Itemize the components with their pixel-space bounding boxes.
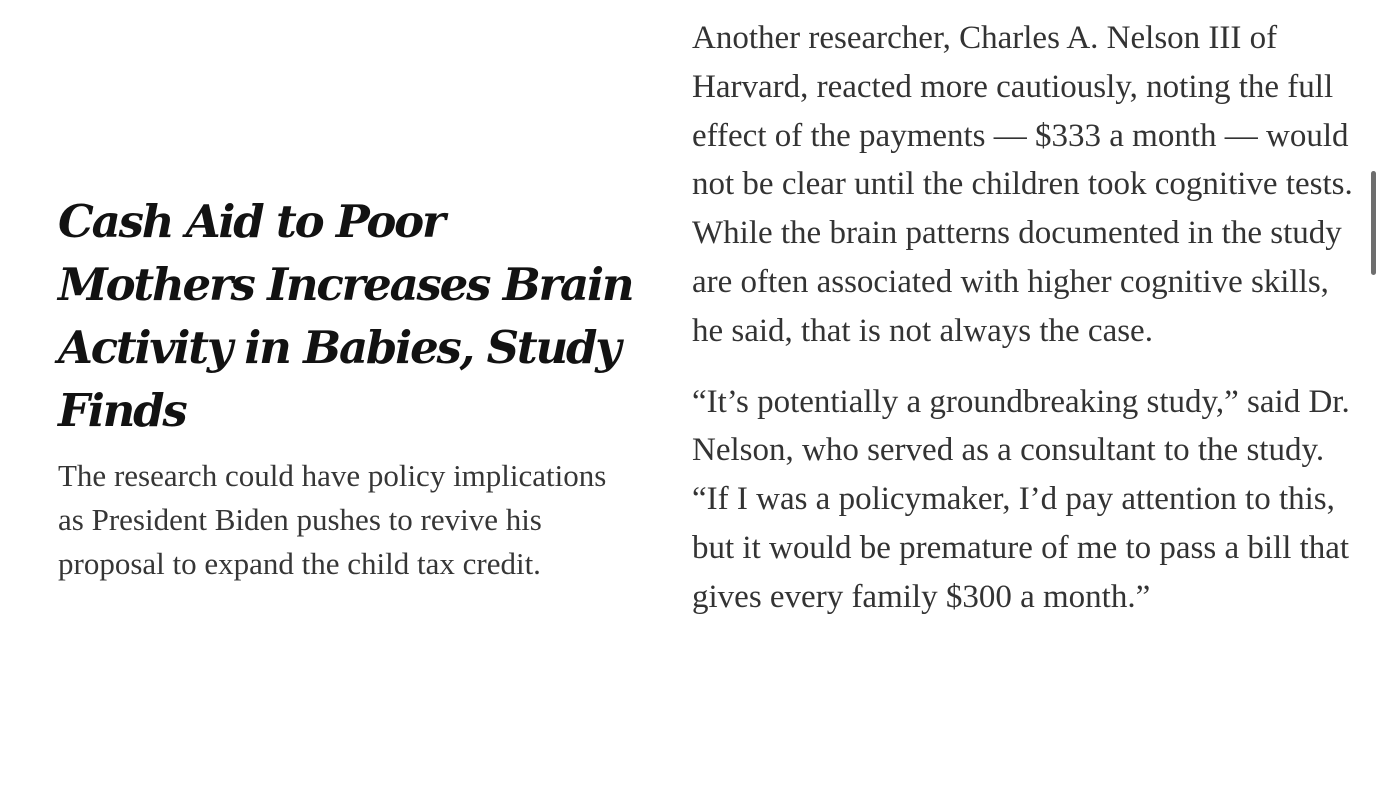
scrollbar-thumb[interactable] — [1371, 171, 1376, 275]
body-paragraph: Another researcher, Charles A. Nelson III of Harvard, reacted more cautiously, noting the full effect of the payments — $333 a month — would not be clear until the children took cognitive tests. While the brain patterns documented in the study are often associated with higher cognitive skills, he said, that is not always the case. — [692, 20, 1353, 349]
headline-block — [58, 190, 633, 586]
article-body — [692, 14, 1357, 622]
article-headline: Cash Aid to Poor Mothers Increases Brain Activity in Babies, Study Finds — [58, 195, 633, 437]
article-summary: The research could have policy implications as President Biden pushes to revive his proposal to expand the child tax credit. — [58, 458, 607, 581]
body-paragraph: “It’s potentially a groundbreaking study,” said Dr. Nelson, who served as a consultant to the study. “If I was a policymaker, I’d pay attention to this, but it would be premature of me to pass a bill that gives every family $300 a month.” — [692, 383, 1350, 615]
